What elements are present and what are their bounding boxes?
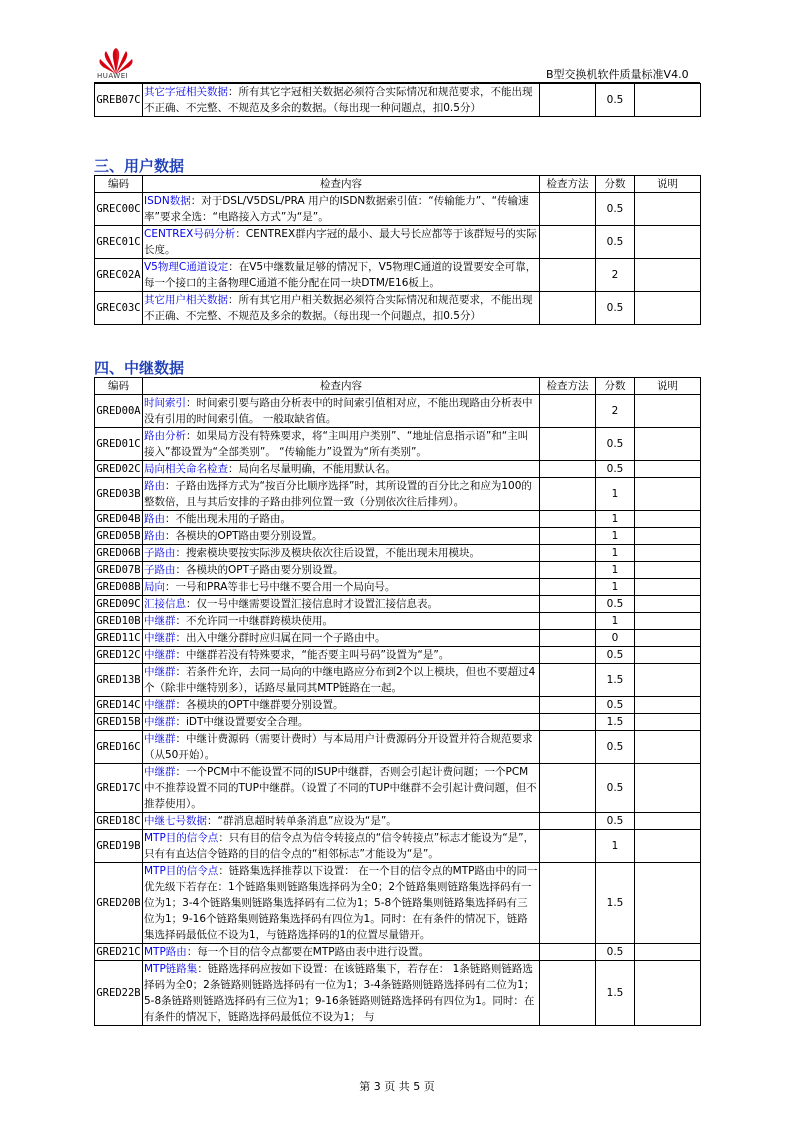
row-description: ：若条件允许，去同一局向的中继电路应分布到2个以上模块，但也不要超过4个（除非中继特别多），话路尽量同其MTP链路在一起。 [144, 666, 536, 694]
row-content [143, 528, 540, 545]
row-method [540, 562, 596, 579]
row-method [540, 579, 596, 596]
table-row [95, 961, 701, 1026]
row-code: GRED00A [95, 395, 143, 428]
row-keyword: 路由 [144, 530, 165, 542]
row-score: 2 [596, 259, 635, 292]
row-score: 1 [596, 511, 635, 528]
row-content [143, 193, 540, 226]
row-content [143, 292, 540, 325]
row-method [540, 630, 596, 647]
row-description: ：对于DSL/V5DSL/PRA 用户的ISDN数据索引值：“传输能力”、“传输速率”要求全选：“电路接入方式”为“是”。 [144, 195, 529, 223]
row-description: ：中继群若没有特殊要求，“能否要主叫号码”设置为“是”。 [175, 649, 450, 661]
row-note [635, 193, 701, 226]
row-keyword: 汇接信息 [144, 598, 186, 610]
row-code: GRED03B [95, 478, 143, 511]
row-code: GRED08B [95, 579, 143, 596]
row-content [143, 259, 540, 292]
table-row [95, 664, 701, 697]
row-note [635, 613, 701, 630]
row-keyword: MTP目的信令点 [144, 865, 219, 877]
table-header-row [95, 176, 701, 193]
row-method [540, 664, 596, 697]
col-header-content: 检查内容 [143, 378, 540, 395]
row-note [635, 478, 701, 511]
row-note [635, 545, 701, 562]
row-keyword: 路由分析 [144, 430, 186, 442]
row-content [143, 545, 540, 562]
row-content [143, 511, 540, 528]
row-code: GRED16C [95, 731, 143, 764]
row-score: 0.5 [596, 193, 635, 226]
row-code: GRED10B [95, 613, 143, 630]
row-keyword: 路由 [144, 513, 165, 525]
row-code: GRED11C [95, 630, 143, 647]
row-method [540, 461, 596, 478]
col-header-code: 编码 [95, 176, 143, 193]
row-note [635, 528, 701, 545]
row-note [635, 579, 701, 596]
row-description: ：各模块的OPT子路由要分别设置。 [175, 564, 344, 576]
row-description: ：局向名尽量明确，不能用默认名。 [228, 463, 396, 475]
row-content [143, 863, 540, 944]
row-note [635, 461, 701, 478]
row-code: GRED04B [95, 511, 143, 528]
row-score: 1 [596, 613, 635, 630]
row-method [540, 545, 596, 562]
table-row [95, 84, 701, 117]
row-method [540, 292, 596, 325]
row-code: GRED01C [95, 428, 143, 461]
row-method [540, 731, 596, 764]
table-row [95, 714, 701, 731]
table-row [95, 562, 701, 579]
row-method [540, 528, 596, 545]
row-description: ：在V5中继数量足够的情况下，V5物理C通道的设置要安全可靠，每一个接口的主备物理C通道不能分配在同一块DTM/E16板上。 [144, 261, 537, 289]
row-score: 1 [596, 562, 635, 579]
row-note [635, 292, 701, 325]
row-keyword: MTP链路集 [144, 963, 198, 975]
row-score: 1 [596, 579, 635, 596]
table-row [95, 647, 701, 664]
row-method [540, 613, 596, 630]
table-row [95, 697, 701, 714]
row-keyword: 子路由 [144, 564, 176, 576]
row-note [635, 764, 701, 813]
row-code: GRED13B [95, 664, 143, 697]
col-header-method: 检查方法 [540, 176, 596, 193]
row-code: GRED22B [95, 961, 143, 1026]
row-note [635, 714, 701, 731]
table-row [95, 579, 701, 596]
table-row [95, 944, 701, 961]
row-code: GRED17C [95, 764, 143, 813]
row-keyword: 中继群 [144, 699, 176, 711]
row-code: GRED12C [95, 647, 143, 664]
col-header-score: 分数 [596, 176, 635, 193]
row-method [540, 714, 596, 731]
row-note [635, 259, 701, 292]
row-note [635, 647, 701, 664]
row-code: GREC01C [95, 226, 143, 259]
row-score: 1.5 [596, 714, 635, 731]
row-keyword: MTP路由 [144, 946, 187, 958]
row-score: 0.5 [596, 461, 635, 478]
row-method [540, 863, 596, 944]
row-keyword: 局向 [144, 581, 165, 593]
row-score: 0 [596, 630, 635, 647]
row-code: GRED06B [95, 545, 143, 562]
row-note [635, 226, 701, 259]
row-content [143, 664, 540, 697]
row-description: ：如果局方没有特殊要求，将“主叫用户类别”、“地址信息指示语”和“主叫接入”都设置为“全部类别”。 “传输能力”设置为“所有类别”。 [144, 430, 529, 458]
row-method [540, 830, 596, 863]
table-row [95, 461, 701, 478]
row-code: GREB07C [95, 84, 143, 117]
logo-text: HUAWEI [97, 72, 129, 80]
row-content [143, 830, 540, 863]
row-score: 1.5 [596, 863, 635, 944]
row-content [143, 84, 540, 117]
row-score: 0.5 [596, 428, 635, 461]
row-note [635, 664, 701, 697]
row-score: 0.5 [596, 647, 635, 664]
table-row [95, 830, 701, 863]
row-score: 0.5 [596, 596, 635, 613]
row-content [143, 613, 540, 630]
document-header-title: B型交换机软件质量标准V4.0 [546, 68, 689, 81]
row-content [143, 813, 540, 830]
row-content [143, 731, 540, 764]
row-note [635, 428, 701, 461]
row-content [143, 961, 540, 1026]
row-score: 0.5 [596, 731, 635, 764]
row-content [143, 714, 540, 731]
row-description: ：链路选择码应按如下设置：在该链路集下，若存在： 1条链路则链路选择码为全0；2条链路则链路选择码有一位为1；3-4条链路则链路选择码有二位为1；5-8条链路则链路选择码有三位为1；9-16条链路则链路选择码有四位为1。同时：在有条件的情况下，链路选择码最低位不设为1； 与 [144, 963, 535, 1023]
row-method [540, 961, 596, 1026]
row-score: 0.5 [596, 764, 635, 813]
row-note [635, 863, 701, 944]
row-content [143, 395, 540, 428]
table-row [95, 596, 701, 613]
row-keyword: 中继群 [144, 716, 176, 728]
row-note [635, 630, 701, 647]
row-keyword: CENTREX号码分析 [144, 228, 236, 240]
row-code: GRED15B [95, 714, 143, 731]
row-description: ：“群消息超时转单条消息”应设为“是”。 [207, 815, 397, 827]
row-method [540, 84, 596, 117]
table-row [95, 863, 701, 944]
row-description: ：iDT中继设置要安全合理。 [175, 716, 309, 728]
table-row [95, 764, 701, 813]
row-content [143, 630, 540, 647]
col-header-content: 检查内容 [143, 176, 540, 193]
row-note [635, 813, 701, 830]
row-description: ：只有目的信令点为信令转接点的“信令转接点”标志才能设为“是”，只有有直达信令链路的目的信令点的“相邻标志”才能设为“是”。 [144, 832, 535, 860]
row-method [540, 813, 596, 830]
row-description: ：不能出现未用的子路由。 [165, 513, 291, 525]
row-keyword: V5物理C通道设定 [144, 261, 229, 273]
row-score: 1 [596, 830, 635, 863]
row-keyword: 中继群 [144, 666, 176, 678]
row-keyword: 时间索引 [144, 397, 186, 409]
row-score: 0.5 [596, 813, 635, 830]
row-method [540, 647, 596, 664]
row-description: ：各模块的OPT中继群要分别设置。 [175, 699, 344, 711]
row-keyword: 中继群 [144, 632, 176, 644]
row-score: 1 [596, 478, 635, 511]
row-keyword: 子路由 [144, 547, 176, 559]
table-row [95, 428, 701, 461]
row-method [540, 428, 596, 461]
table-row [95, 259, 701, 292]
row-description: ：每一个目的信令点都要在MTP路由表中进行设置。 [186, 946, 430, 958]
table-row [95, 545, 701, 562]
row-code: GREC02A [95, 259, 143, 292]
row-method [540, 764, 596, 813]
table-row [95, 292, 701, 325]
row-keyword: 局向相关命名检查 [144, 463, 228, 475]
row-description: ：子路由选择方式为“按百分比顺序选择”时，其所设置的百分比之和应为100的整数倍，且与其后安排的子路由排列位置一致（分别依次往后排列）。 [144, 480, 532, 508]
table-row [95, 395, 701, 428]
row-code: GRED02C [95, 461, 143, 478]
row-description: ：所有其它用户相关数据必须符合实际情况和规范要求，不能出现不正确、不完整、不规范及多余的数据。（每出现一个问题点，扣0.5分） [144, 294, 533, 322]
row-content [143, 596, 540, 613]
row-keyword: 路由 [144, 480, 165, 492]
row-method [540, 596, 596, 613]
row-method [540, 478, 596, 511]
table-row [95, 630, 701, 647]
row-score: 1 [596, 528, 635, 545]
row-keyword: MTP目的信令点 [144, 832, 219, 844]
row-description: ：一号和PRA等非七号中继不要合用一个局向号。 [165, 581, 396, 593]
section-title-trunk-data: 四、中继数据 [94, 359, 185, 377]
row-score: 1.5 [596, 664, 635, 697]
page-footer: 第 3 页 共 5 页 [359, 1080, 435, 1093]
row-method [540, 944, 596, 961]
table-row [95, 478, 701, 511]
table-row [95, 528, 701, 545]
row-note [635, 395, 701, 428]
row-method [540, 226, 596, 259]
row-score: 0.5 [596, 697, 635, 714]
row-description: ：中继计费源码（需要计费时）与本局用户计费源码分开设置并符合规范要求（从50开始）。 [144, 733, 533, 761]
table-header-row [95, 378, 701, 395]
table-row [95, 226, 701, 259]
row-note [635, 944, 701, 961]
table-row [95, 813, 701, 830]
row-note [635, 562, 701, 579]
row-code: GRED20B [95, 863, 143, 944]
row-note [635, 84, 701, 117]
row-note [635, 731, 701, 764]
row-description: ：时间索引要与路由分析表中的时间索引值相对应，不能出现路由分析表中没有引用的时间索引值。 一般取缺省值。 [144, 397, 533, 425]
row-code: GRED09C [95, 596, 143, 613]
row-code: GREC03C [95, 292, 143, 325]
row-note [635, 596, 701, 613]
row-score: 0.5 [596, 944, 635, 961]
row-score: 0.5 [596, 226, 635, 259]
row-content [143, 697, 540, 714]
table-row [95, 613, 701, 630]
row-score: 1.5 [596, 961, 635, 1026]
row-description: ：仅一号中继需要设置汇接信息时才设置汇接信息表。 [186, 598, 438, 610]
row-code: GRED07B [95, 562, 143, 579]
row-code: GREC00C [95, 193, 143, 226]
row-keyword: 其它字冠相关数据 [144, 86, 228, 98]
col-header-note: 说明 [635, 378, 701, 395]
row-keyword: ISDN数据 [144, 195, 191, 207]
row-code: GRED05B [95, 528, 143, 545]
row-description: ：CENTREX群内字冠的最小、最大号长应都等于该群短号的实际长度。 [144, 228, 537, 256]
row-keyword: 中继群 [144, 649, 176, 661]
col-header-code: 编码 [95, 378, 143, 395]
row-code: GRED18C [95, 813, 143, 830]
row-code: GRED14C [95, 697, 143, 714]
row-content [143, 562, 540, 579]
row-description: ：出入中继分群时应归属在同一个子路由中。 [175, 632, 386, 644]
row-score: 0.5 [596, 292, 635, 325]
table-user-data [94, 175, 701, 325]
table-row [95, 731, 701, 764]
table-continuation [94, 83, 701, 117]
row-method [540, 259, 596, 292]
col-header-method: 检查方法 [540, 378, 596, 395]
row-method [540, 511, 596, 528]
row-content [143, 226, 540, 259]
row-description: ：链路集选择推荐以下设置： 在一个目的信令点的MTP路由中的同一优先级下若存在：1个链路集则链路集选择码为全0；2个链路集则链路集选择码有一位为1；3-4个链路集则链路集选择码有二位为1；5-8个链路集则链路集选择码有三位为1；9-16个链路集则链路集选择码有四位为1。同时：在有条件的情况下，链路集选择码最低位不设为1，与链路选择码的1的位置尽量错开。 [144, 865, 538, 941]
row-content [143, 944, 540, 961]
row-content [143, 461, 540, 478]
row-description: ：不允许同一中继群跨模块使用。 [175, 615, 333, 627]
table-row [95, 193, 701, 226]
table-row [95, 511, 701, 528]
row-content [143, 647, 540, 664]
row-method [540, 697, 596, 714]
row-keyword: 中继群 [144, 766, 176, 778]
row-keyword: 中继群 [144, 615, 176, 627]
row-keyword: 中继七号数据 [144, 815, 207, 827]
row-content [143, 579, 540, 596]
row-note [635, 511, 701, 528]
row-description: ：一个PCM中不能设置不同的ISUP中继群，否则会引起计费问题；一个PCM中不推荐设置不同的TUP中继群。（设置了不同的TUP中继群不会引起计费问题，但不推荐使用）。 [144, 766, 537, 810]
row-score: 1 [596, 545, 635, 562]
col-header-note: 说明 [635, 176, 701, 193]
row-note [635, 961, 701, 1026]
row-code: GRED21C [95, 944, 143, 961]
row-content [143, 428, 540, 461]
row-description: ：所有其它字冠相关数据必须符合实际情况和规范要求，不能出现不正确、不完整、不规范及多余的数据。（每出现一种问题点，扣0.5分） [144, 86, 533, 114]
row-content [143, 478, 540, 511]
row-method [540, 395, 596, 428]
col-header-score: 分数 [596, 378, 635, 395]
row-keyword: 其它用户相关数据 [144, 294, 228, 306]
row-note [635, 830, 701, 863]
row-description: ：搜索模块要按实际涉及模块依次往后设置，不能出现未用模块。 [175, 547, 480, 559]
row-method [540, 193, 596, 226]
row-keyword: 中继群 [144, 733, 176, 745]
row-score: 2 [596, 395, 635, 428]
table-trunk-data [94, 377, 701, 1026]
row-score: 0.5 [596, 84, 635, 117]
section-title-user-data: 三、用户数据 [94, 157, 185, 175]
row-description: ：各模块的OPT路由要分别设置。 [165, 530, 323, 542]
row-note [635, 697, 701, 714]
row-content [143, 764, 540, 813]
row-code: GRED19B [95, 830, 143, 863]
